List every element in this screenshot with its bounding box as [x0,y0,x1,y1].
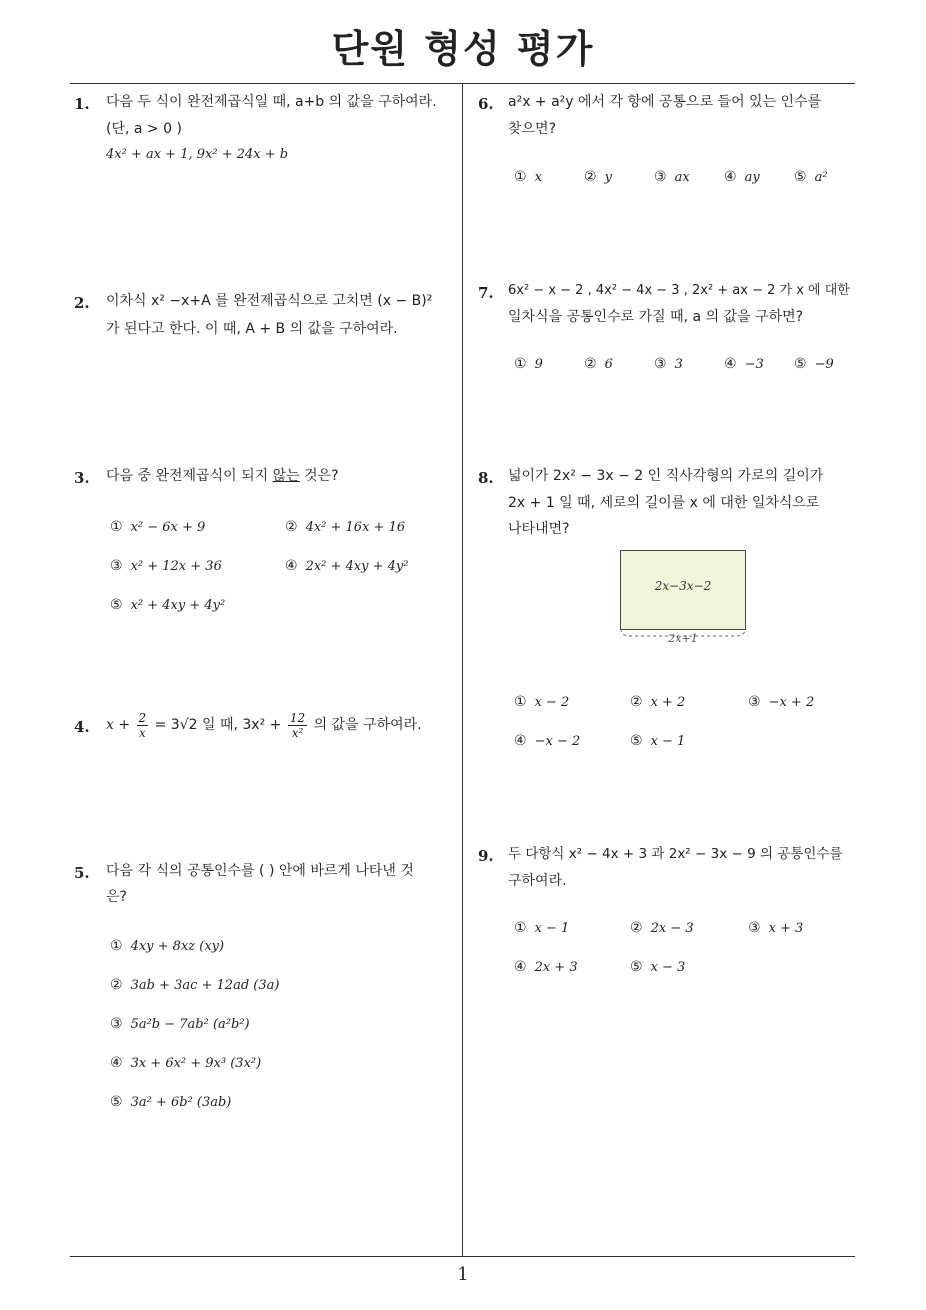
option-text: 3 [674,357,683,372]
option-text: ay [744,170,760,185]
expr-part: = 3√2 일 때, 3x² + [154,717,282,733]
option-mark: ② [584,356,597,372]
question-number: 7. [478,284,494,302]
question-text: a²x + a²y 에서 각 항에 공통으로 들어 있는 인수를 [508,94,822,110]
question-text-line2: 은? [106,889,127,905]
option-2[interactable] [584,169,612,185]
option-text: 9 [534,357,543,372]
fraction-numerator: 2 [138,710,147,725]
option-text: 4x² + 16x + 16 [305,520,406,535]
option-text: 3ab + 3ac + 12ad (3a) [130,978,280,993]
option-1[interactable] [514,356,543,372]
question-number: 4. [74,718,90,736]
option-2[interactable] [285,519,405,535]
question-number: 8. [478,469,494,487]
option-text: 6 [604,357,613,372]
option-text: 5a²b − 7ab² (a²b²) [130,1017,250,1032]
option-mark: ⑤ [794,169,807,185]
option-mark: ⑤ [110,1094,123,1110]
option-mark: ⑤ [630,733,643,749]
option-text: x − 2 [534,695,570,710]
option-4[interactable] [724,356,764,372]
option-text: x² + 4xy + 4y² [130,598,226,613]
option-3[interactable] [654,169,690,185]
question-text: 다음 두 식이 완전제곱식일 때, a+b 의 값을 구하여라. [106,94,437,110]
option-2[interactable] [630,920,694,936]
expr-part: 의 값을 구하여라. [313,717,422,733]
option-mark: ⑤ [630,959,643,975]
option-mark: ② [630,920,643,936]
rectangle-width-label: 2x+1 [668,632,698,645]
question-text-line2: 일차식을 공통인수로 가질 때, a 의 값을 구하면? [508,309,804,325]
option-text: x − 1 [534,921,570,936]
fraction [288,711,307,740]
option-mark: ③ [654,169,667,185]
option-4[interactable] [724,169,760,185]
question-text [106,708,422,742]
option-mark: ④ [724,169,737,185]
option-text: x + 3 [768,921,804,936]
question-number: 9. [478,847,494,865]
option-mark: ③ [110,1016,123,1032]
option-mark: ⑤ [794,356,807,372]
option-3[interactable] [748,694,814,710]
option-text: x [534,170,542,185]
option-5[interactable] [110,597,225,613]
option-text: 3x + 6x² + 9x³ (3x²) [130,1056,262,1071]
option-1[interactable] [514,169,542,185]
option-text: y [604,170,612,185]
option-mark: ④ [514,733,527,749]
question-condition: (단, a > 0 ) [106,121,182,137]
option-3[interactable] [110,558,222,574]
option-4[interactable] [514,959,578,975]
option-text: 3a² + 6b² (3ab) [130,1095,232,1110]
option-mark: ③ [110,558,123,574]
question-text: 이차식 x² −x+A 를 완전제곱식으로 고치면 (x − B)² [106,293,433,309]
page-title: 단원 형성 평가 [331,27,595,71]
option-mark: ④ [285,558,298,574]
option-5[interactable] [630,733,685,749]
option-2[interactable] [110,977,279,993]
question-text: 6x² − x − 2 , 4x² − 4x − 3 , 2x² + ax − 2 가 x 에 대한 [508,283,850,298]
option-mark: ④ [724,356,737,372]
page-number: 1 [457,1264,469,1285]
fraction-numerator: 12 [289,710,306,725]
option-text: x² − 6x + 9 [130,520,206,535]
option-mark: ③ [748,694,761,710]
question-text: 두 다항식 x² − 4x + 3 과 2x² − 3x − 9 의 공통인수를 [508,846,843,862]
option-mark: ① [110,938,123,954]
question-text-line2: 가 된다고 한다. 이 때, A + B 의 값을 구하여라. [106,321,398,337]
option-text: 2x − 3 [650,921,694,936]
option-text: x − 1 [650,734,686,749]
question-text-part: 다음 중 완전제곱식이 되지 [106,468,273,484]
option-text: x + 2 [650,695,686,710]
underlined-word: 않는 [272,468,300,484]
option-text: −x + 2 [768,695,815,710]
fraction-denominator: x² [291,725,304,740]
option-3[interactable] [110,1016,250,1032]
option-1[interactable] [110,938,224,954]
option-mark: ① [514,920,527,936]
expr-part: x + [106,717,131,733]
option-mark: ⑤ [110,597,123,613]
option-mark: ① [514,169,527,185]
option-text: −3 [744,357,764,372]
option-text: x − 3 [650,960,686,975]
option-mark: ① [514,694,527,710]
option-5[interactable] [630,959,685,975]
question-number: 2. [74,294,90,312]
option-text: 4xy + 8xz (xy) [130,939,225,954]
option-text: 2x² + 4xy + 4y² [305,559,409,574]
bottom-divider [70,1256,855,1257]
option-text: −x − 2 [534,734,581,749]
question-number: 3. [74,469,90,487]
option-mark: ④ [514,959,527,975]
question-expression: 4x² + ax + 1, 9x² + 24x + b [106,147,289,162]
fraction [137,711,149,740]
option-mark: ② [285,519,298,535]
rectangle-area-label: 2x−3x−2 [654,579,712,593]
option-text: ax [674,170,690,185]
question-text-line3: 나타내면? [508,521,570,537]
question-text-part: 것은? [299,468,339,484]
option-mark: ② [630,694,643,710]
option-4[interactable] [514,733,580,749]
option-mark: ③ [654,356,667,372]
question-text: 넓이가 2x² − 3x − 2 인 직사각형의 가로의 길이가 [508,468,824,484]
option-1[interactable] [514,694,569,710]
option-mark: ④ [110,1055,123,1071]
option-5[interactable] [110,1094,231,1110]
question-text-line2: 찾으면? [508,121,557,137]
option-text: −9 [814,357,834,372]
question-text: 다음 각 식의 공통인수를 ( ) 안에 바르게 나타낸 것 [106,863,414,879]
option-text: a² [814,170,828,185]
option-1[interactable] [110,519,205,535]
question-text-line2: 구하여라. [508,873,567,889]
option-mark: ① [514,356,527,372]
option-mark: ③ [748,920,761,936]
option-2[interactable] [584,356,613,372]
option-mark: ① [110,519,123,535]
option-mark: ② [110,977,123,993]
option-mark: ② [584,169,597,185]
option-text: 2x + 3 [534,960,578,975]
question-number: 1. [74,95,90,113]
option-2[interactable] [630,694,685,710]
option-3[interactable] [748,920,803,936]
option-3[interactable] [654,356,683,372]
column-divider [462,83,463,1257]
option-5[interactable] [794,169,828,185]
question-text-line2: 2x + 1 일 때, 세로의 길이를 x 에 대한 일차식으로 [508,495,820,511]
option-text: x² + 12x + 36 [130,559,222,574]
option-1[interactable] [514,920,569,936]
option-5[interactable] [794,356,834,372]
question-number: 6. [478,95,494,113]
option-4[interactable] [285,558,408,574]
question-number: 5. [74,864,90,882]
option-4[interactable] [110,1055,261,1071]
fraction-denominator: x [138,725,146,740]
question-text [106,463,339,489]
